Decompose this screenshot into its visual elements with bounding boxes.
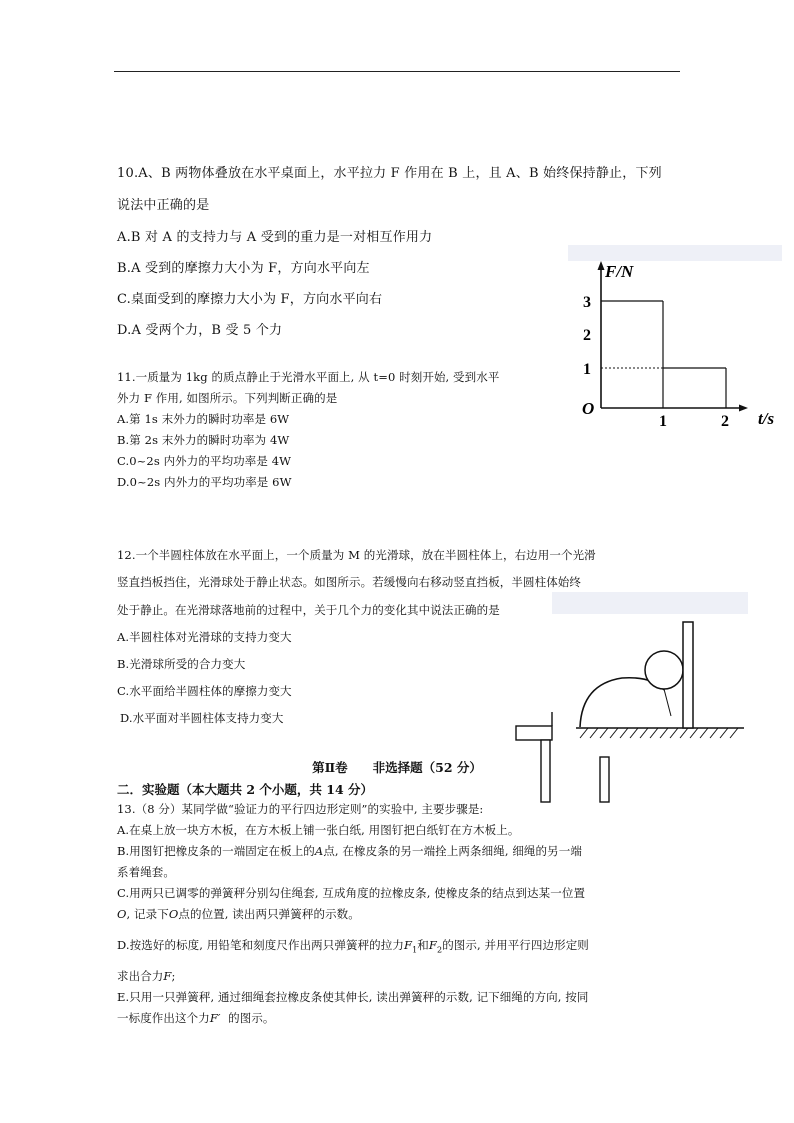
force-time-graph bbox=[568, 245, 782, 430]
q12-option-c: C.水平面给半圆柱体的摩擦力变大 bbox=[117, 684, 292, 698]
q13-step-b-line2: 系着绳套。 bbox=[117, 865, 175, 879]
q11-option-c: C.0~2s 内外力的平均功率是 4W bbox=[117, 454, 292, 468]
q10-option-b: B.A 受到的摩擦力大小为 F，方向水平向左 bbox=[117, 261, 370, 276]
q10-option-d: D.A 受两个力，B 受 5 个力 bbox=[117, 323, 283, 338]
figure-header-shade bbox=[552, 592, 748, 614]
ball-support-line bbox=[664, 689, 671, 716]
q10-stem-line2: 说法中正确的是 bbox=[117, 198, 210, 213]
q11-option-a: A.第 1s 末外力的瞬时功率是 6W bbox=[117, 412, 290, 426]
table-top bbox=[516, 726, 552, 740]
y-tick-3: 3 bbox=[583, 294, 591, 311]
y-axis-label: F/N bbox=[605, 262, 634, 281]
y-axis-arrow bbox=[598, 261, 605, 270]
q13-step-d-line1: D.按选好的标度, 用铅笔和刻度尺作出两只弹簧秤的拉力$F_1$和$F_2$的图示, 并用平行四边形定则 bbox=[117, 938, 589, 955]
q10-option-c: C.桌面受到的摩擦力大小为 F，方向水平向右 bbox=[117, 292, 383, 307]
section-part-heading: 二．实验题（本大题共 2 个小题，共 14 分） bbox=[117, 782, 374, 797]
q12-stem-line3: 处于静止。在光滑球落地前的过程中，关于几个力的变化其中说法正确的是 bbox=[117, 603, 500, 617]
q10-stem-line1: 10.A、B 两物体叠放在水平桌面上，水平拉力 F 作用在 B 上，且 A、B 始终保持静止，下列 bbox=[117, 166, 662, 181]
q12-option-b: B.光滑球所受的合力变大 bbox=[117, 657, 246, 671]
section-title: 第Ⅱ卷 非选择题（52 分） bbox=[312, 760, 482, 775]
q11-stem-line1: 11.一质量为 1kg 的质点静止于光滑水平面上, 从 t=0 时刻开始, 受到水平 bbox=[117, 370, 500, 384]
q11-stem-line2: 外力 F 作用, 如图所示。下列判断正确的是 bbox=[117, 391, 338, 405]
q11-option-d: D.0~2s 内外力的平均功率是 6W bbox=[117, 475, 292, 489]
q12-option-d: D.水平面对半圆柱体支持力变大 bbox=[120, 711, 284, 725]
x-tick-2: 2 bbox=[721, 413, 729, 430]
q12-option-a: A.半圆柱体对光滑球的支持力变大 bbox=[117, 630, 292, 644]
ground-hatching bbox=[580, 728, 738, 738]
y-tick-2: 2 bbox=[583, 327, 591, 344]
q13-step-e-line1: E.只用一只弹簧秤, 通过细绳套拉橡皮条使其伸长, 读出弹簧秤的示数, 记下细绳的方向, 按同 bbox=[117, 990, 589, 1004]
q13-step-d-line2: 求出合力F; bbox=[117, 969, 176, 983]
origin-label: O bbox=[582, 399, 595, 418]
x-axis-label: t/s bbox=[758, 409, 775, 428]
smooth-ball bbox=[645, 651, 683, 689]
q13-step-c-line1: C.用两只已调零的弹簧秤分别勾住绳套, 互成角度的拉橡皮条, 使橡皮条的结点到达某一位置 bbox=[117, 886, 586, 900]
q13-step-a: A.在桌上放一块方木板，在方木板上铺一张白纸, 用图钉把白纸钉在方木板上。 bbox=[117, 823, 520, 837]
header-rule bbox=[114, 71, 680, 72]
q11-option-b: B.第 2s 末外力的瞬时功率为 4W bbox=[117, 433, 290, 447]
q12-stem-line2: 竖直挡板挡住，光滑球处于静止状态。如图所示。若缓慢向右移动竖直挡板，半圆柱体始终 bbox=[117, 575, 581, 589]
q13-step-b-line1: B.用图钉把橡皮条的一端固定在板上的A点, 在橡皮条的另一端拴上两条细绳, 细绳的另一端 bbox=[117, 844, 582, 858]
vertical-board bbox=[683, 622, 693, 728]
y-tick-1: 1 bbox=[583, 361, 591, 378]
q12-stem-line1: 12.一个半圆柱体放在水平面上，一个质量为 M 的光滑球，放在半圆柱体上，右边用一个光滑 bbox=[117, 548, 596, 562]
x-axis-arrow bbox=[739, 405, 748, 412]
q10-option-a: A.B 对 A 的支持力与 A 受到的重力是一对相互作用力 bbox=[117, 230, 433, 245]
q13-step-c-line2: O, 记录下O点的位置, 读出两只弹簧秤的示数。 bbox=[117, 907, 360, 921]
q13-stem: 13.（8 分）某同学做“验证力的平行四边形定则”的实验中, 主要步骤是: bbox=[117, 802, 484, 816]
q13-step-e-line2: 一标度作出这个力F′ 的图示。 bbox=[117, 1011, 275, 1025]
graph-header-shade bbox=[568, 245, 782, 261]
x-tick-1: 1 bbox=[659, 413, 667, 430]
